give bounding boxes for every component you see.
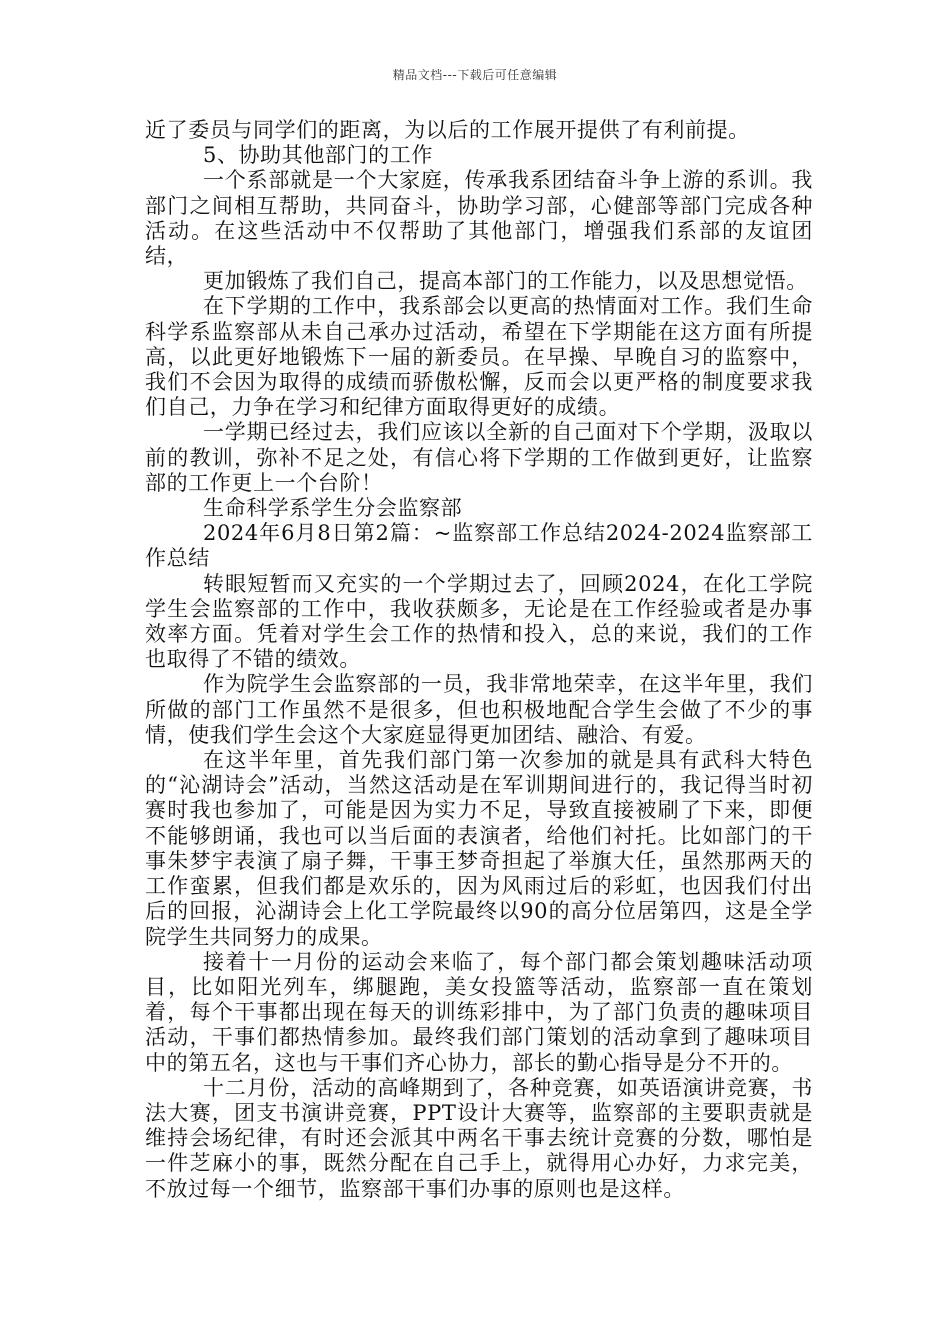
signature-line: 生命科学系学生分会监察部 bbox=[203, 496, 463, 521]
page-header: 精品文档---下载后可任意编辑 bbox=[392, 68, 558, 82]
paragraph: 在这半年里，首先我们部门第一次参加的就是具有武科大特色的“沁湖诗会”活动，当然这活动是在军训期间进行的，我记得当时初赛时我也参加了，可能是因为实力不足，导致直接被刷了下来，即便不能够朗诵，我也可以当后面的表演者，给他们衬托。比如部门的干事朱梦宇表演了扇子舞，干事王梦奇担起了举旗大任，虽然那两天的工作蛮累，但我们都是欢乐的，因为风雨过后的彩虹，也因我们付出后的回报，沁湖诗会上化工学院最终以90的高分位居第四，这是全学院学生共同努力的成果。 bbox=[145, 748, 813, 949]
paragraph: 转眼短暂而又充实的一个学期过去了，回顾2024，在化工学院学生会监察部的工作中，我收获颇多，无论是在工作经验或者是办事效率方面。凭着对学生会工作的热情和投入，总的来说，我们的工作也取得了不错的绩效。 bbox=[145, 571, 813, 672]
paragraph: 一学期已经过去，我们应该以全新的自己面对下个学期，汲取以前的教训，弥补不足之处，有信心将下学期的工作做到更好，让监察部的工作更上一个台阶！ bbox=[145, 420, 813, 495]
date-and-title-line: 2024年6月8日第2篇：~监察部工作总结2024-2024监察部工作总结 bbox=[145, 521, 813, 571]
paragraph: 接着十一月份的运动会来临了，每个部门都会策划趣味活动项目，比如阳光列车，绑腿跑，美女投篮等活动，监察部一直在策划着，每个干事都出现在每天的训练彩排中，为了部门负责的趣味项目活动，干事们都热情参加。最终我们部门策划的活动拿到了趣味项目中的第五名，这也与干事们齐心协力，部长的勤心指导是分不开的。 bbox=[145, 949, 813, 1075]
paragraph: 更加锻炼了我们自己，提高本部门的工作能力，以及思想觉悟。 bbox=[203, 269, 808, 294]
paragraph: 作为院学生会监察部的一员，我非常地荣幸，在这半年里，我们所做的部门工作虽然不是很多，但也积极地配合学生会做了不少的事情，使我们学生会这个大家庭显得更加团结、融洽、有爱。 bbox=[145, 672, 813, 747]
paragraph: 在下学期的工作中，我系部会以更高的热情面对工作。我们生命科学系监察部从未自己承办过活动，希望在下学期能在这方面有所提高，以此更好地锻炼下一届的新委员。在早操、早晚自习的监察中，我们不会因为取得的成绩而骄傲松懈，反而会以更严格的制度要求我们自己，力争在学习和纪律方面取得更好的成绩。 bbox=[145, 294, 813, 420]
paragraph: 十二月份，活动的高峰期到了，各种竞赛，如英语演讲竞赛，书法大赛，团支书演讲竞赛，PPT设计大赛等，监察部的主要职责就是维持会场纪律，有时还会派其中两名干事去统计竞赛的分数，哪怕是一件芝麻小的事，既然分配在自己手上，就得用心办好，力求完美，不放过每一个细节，监察部干事们办事的原则也是这样。 bbox=[145, 1075, 813, 1201]
section-heading: 5、协助其他部门的工作 bbox=[203, 143, 433, 168]
paragraph: 一个系部就是一个大家庭，传承我系团结奋斗争上游的系训。我部门之间相互帮助，共同奋斗，协助学习部，心健部等部门完成各种活动。在这些活动中不仅帮助了其他部门，增强我们系部的友谊团结， bbox=[145, 168, 813, 269]
document-body bbox=[145, 118, 813, 1202]
paragraph: 近了委员与同学们的距离，为以后的工作展开提供了有利前提。 bbox=[145, 118, 750, 142]
